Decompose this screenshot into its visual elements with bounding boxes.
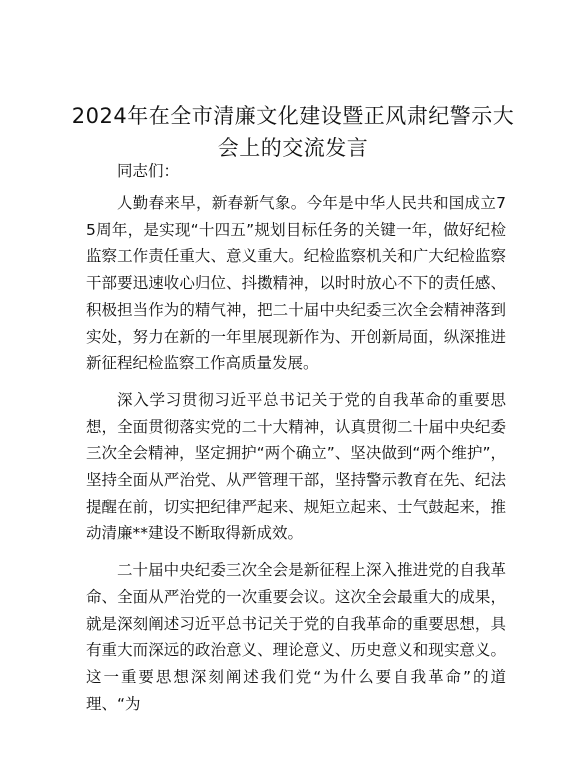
paragraph-1: 人勤春来早，新春新气象。今年是中华人民共和国成立75周年，是实现“十四五”规划目标任务的关键一年，做好纪检监察工作责任重大、意义重大。纪检监察机关和广大纪检监察干部要迅速收心归位、抖擞精神，以时时放心不下的责任感、积极担当作为的精气神，把二十届中央纪委三次全会精神落到实处，努力在新的一年里展现新作为、开创新局面，纵深推进新征程纪检监察工作高质量发展。 [86,194,506,373]
paragraph-3: 二十届中央纪委三次全会是新征程上深入推进党的自我革命、全面从严治党的一次重要会议。这次全会最重大的成果，就是深刻阐述习近平总书记关于党的自我革命的重要思想，具有重大而深远的政治意义、理论意义、历史意义和现实意义。这一重要思想深刻阐述我们党“为什么要自我革命”的道理、“为 [86,561,506,713]
paragraph-2: 深入学习贯彻习近平总书记关于党的自我革命的重要思想，全面贯彻落实党的二十大精神，认真贯彻二十届中央纪委三次全会精神，坚定拥护“两个确立”、坚决做到“两个维护”，坚持全面从严治党、从严管理干部，坚持警示教育在先、纪法提醒在前，切实把纪律严起来、规矩立起来、士气鼓起来，推动清廉**建设不断取得新成效。 [86,390,506,543]
document-title: 2024年在全市清廉文化建设暨正风肃纪警示大会上的交流发言 [71,104,515,160]
document-body [86,158,506,727]
greeting: 同志们： [117,162,180,180]
